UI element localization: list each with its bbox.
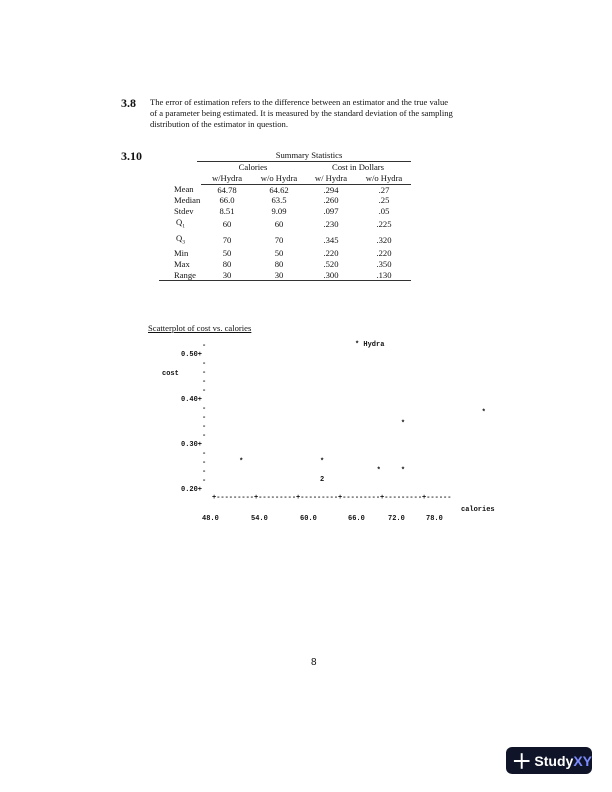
answer-3-8-paragraph: [150, 97, 453, 131]
y-axis-dash: -: [202, 387, 207, 395]
row-label: $Q_1$: [176, 216, 185, 230]
paragraph-line: of a parameter being estimated. It is measured by the standard deviation of the sampling: [150, 108, 453, 119]
table-row: [159, 259, 411, 270]
y-axis-dash: -: [202, 342, 207, 350]
table-rule-top: [197, 161, 411, 162]
x-tick-label: 66.0: [348, 515, 365, 523]
data-point: *: [400, 467, 406, 475]
cell-value: .300: [305, 270, 357, 281]
table-title: Summary Statistics: [275, 150, 343, 160]
data-point: *: [400, 419, 406, 428]
cell-value: .260: [323, 195, 339, 206]
data-point: *: [376, 467, 381, 475]
cell-value: 50: [222, 248, 232, 259]
y-axis-dash: -: [202, 405, 207, 413]
row-label: Min: [174, 248, 189, 259]
x-tick-label: 60.0: [300, 515, 317, 523]
data-point: *: [239, 458, 244, 466]
row-label: Range: [159, 270, 201, 281]
data-point: 2: [320, 476, 325, 484]
cell-value: .220: [376, 248, 392, 259]
cell-value: .345: [323, 234, 339, 245]
y-axis-dash: -: [202, 459, 207, 467]
cell-value: 70: [274, 234, 284, 245]
cell-value: 50: [274, 248, 284, 259]
section-number-3-10: 3.10: [121, 149, 142, 163]
y-axis-dash: -: [202, 369, 207, 377]
cell-value: 60: [222, 219, 232, 230]
cell-value: 70: [222, 234, 232, 245]
cell-value: .130: [357, 270, 411, 281]
cell-value: 9.09: [271, 206, 287, 217]
cell-value: .25: [378, 195, 390, 206]
paragraph-line: distribution of the estimator in question.: [150, 119, 288, 130]
cell-value: .225: [376, 219, 392, 230]
paragraph-line: The error of estimation refers to the difference between an estimator and the true value: [150, 97, 449, 107]
group-header-calories: Calories: [238, 162, 268, 172]
legend: * Hydra: [355, 341, 385, 349]
data-point: *: [320, 458, 325, 466]
x-tick-label: 48.0: [202, 515, 219, 523]
sub-header: w/o Hydra: [357, 173, 411, 184]
x-axis-label: calories: [461, 506, 495, 514]
cell-value: 64.78: [217, 184, 237, 195]
cell-value: 63.5: [271, 195, 287, 206]
data-point: *: [481, 408, 486, 417]
badge-text-study: Study: [534, 752, 574, 769]
cell-value: .520: [323, 258, 339, 269]
x-tick-label: 78.0: [426, 515, 443, 523]
y-axis-dash: -: [202, 378, 207, 386]
row-label: Mean: [174, 184, 194, 195]
table-row: [159, 233, 411, 249]
x-tick-label: 72.0: [388, 515, 405, 523]
table-body: [159, 162, 411, 281]
row-label: $Q_3$: [176, 232, 185, 246]
y-axis-dash: -: [202, 360, 207, 368]
table-row: [159, 248, 411, 259]
cell-value: 30: [201, 270, 253, 281]
row-label: Median: [174, 195, 201, 206]
section-number-3-8: 3.8: [121, 96, 136, 110]
cell-value: 80: [222, 258, 232, 269]
cell-value: .230: [323, 219, 339, 230]
plus-logo-icon: [511, 750, 532, 772]
table-row: [159, 270, 411, 281]
cell-value: 8.51: [219, 206, 235, 217]
row-label: Max: [174, 258, 190, 269]
studyxy-badge[interactable]: [506, 747, 592, 774]
page-number: 8: [311, 657, 317, 668]
y-tick-label: 0.20+: [181, 486, 203, 494]
sub-header: w/ Hydra: [305, 173, 357, 184]
table-row: [159, 195, 411, 206]
y-axis-dash: -: [202, 432, 207, 440]
group-header-cost: Cost in Dollars: [331, 162, 385, 172]
cell-value: .220: [323, 248, 339, 259]
table-row: [159, 184, 411, 195]
y-tick-label: 0.40+: [181, 396, 203, 404]
summary-statistics-table: [159, 150, 411, 281]
cell-value: 80: [274, 258, 284, 269]
y-tick-label: 0.50+: [181, 351, 203, 359]
x-axis-line: +---------+---------+---------+---------+---------+------: [212, 494, 452, 502]
cell-value: .320: [376, 234, 392, 245]
x-tick-label: 54.0: [251, 515, 268, 523]
table-row: [159, 217, 411, 233]
cell-value: .350: [376, 258, 392, 269]
row-label: Stdev: [174, 206, 194, 217]
scatterplot-title: Scatterplot of cost vs. calories: [148, 323, 252, 333]
cell-value: 66.0: [219, 195, 235, 206]
cell-value: 30: [253, 270, 305, 281]
cell-value: 60: [274, 219, 284, 230]
y-axis-dash: -: [202, 477, 207, 485]
cell-value: .294: [323, 184, 339, 195]
y-axis-label: cost: [162, 370, 179, 378]
cell-value: .097: [323, 206, 339, 217]
y-tick-label: 0.30+: [181, 441, 203, 449]
sub-header: w/Hydra: [201, 173, 253, 184]
cell-value: .27: [378, 184, 390, 195]
y-axis-dash: -: [202, 468, 207, 476]
y-axis-dash: -: [202, 450, 207, 458]
badge-text-xy: XY: [573, 752, 592, 769]
cell-value: .05: [378, 206, 390, 217]
scatterplot: [150, 336, 510, 536]
y-axis-dash: -: [202, 414, 207, 422]
y-axis-dash: -: [202, 423, 207, 431]
cell-value: 64.62: [269, 184, 289, 195]
sub-header: w/o Hydra: [253, 173, 305, 184]
table-row: [159, 206, 411, 217]
